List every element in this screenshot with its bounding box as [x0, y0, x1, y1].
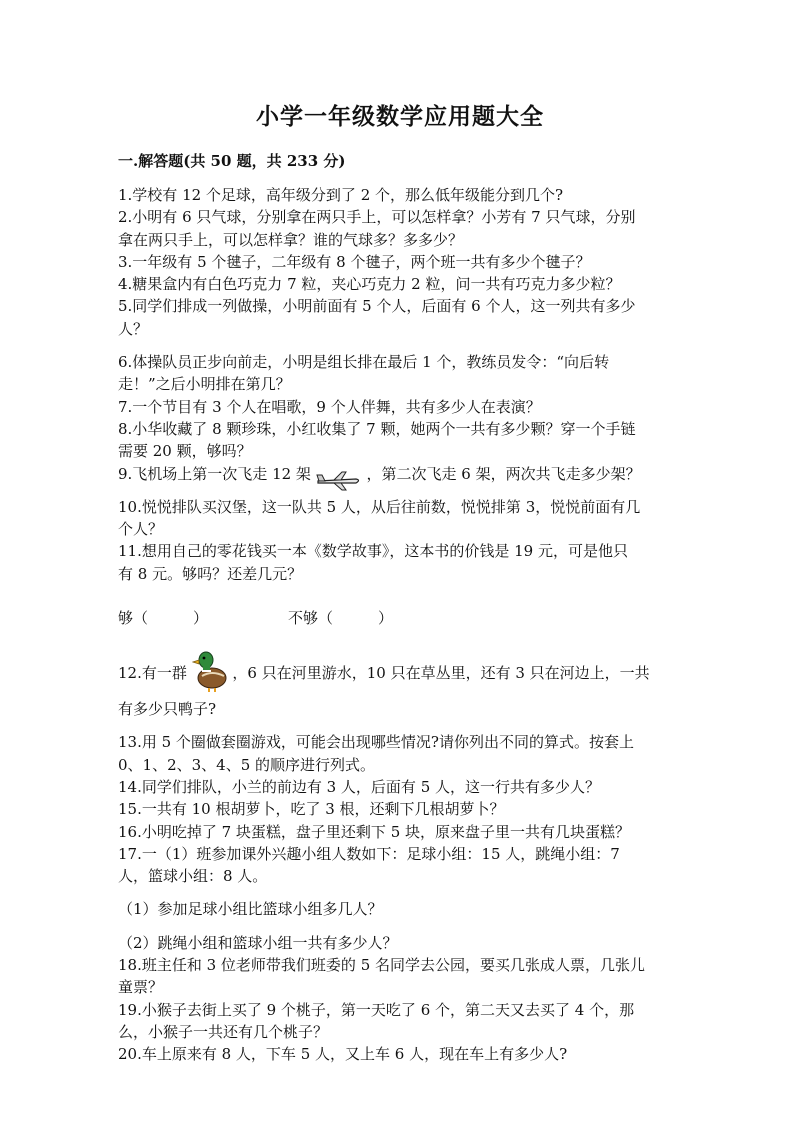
not-enough-answer-blank: 不够（ ） [288, 609, 394, 628]
question-13-line-2: 0、1、2、3、4、5 的顺序进行列式。 [118, 755, 376, 774]
question-12-part-1: 12.有一群 [118, 664, 187, 683]
question-19-line-2: 么，小猴子一共还有几个桃子？ [118, 1022, 329, 1041]
question-18-line-2: 童票？ [118, 978, 164, 997]
question-15: 15.一共有 10 根胡萝卜，吃了 3 根，还剩下几根胡萝卜？ [118, 800, 505, 819]
question-20: 20.车上原来有 8 人，下车 5 人，又上车 6 人，现在车上有多少人? [118, 1045, 568, 1064]
question-11-line-2: 有 8 元。够吗？还差几元？ [118, 564, 303, 583]
question-12-part-2: ，6 只在河里游水，10 只在草丛里，还有 3 只在河边上，一共 [232, 664, 650, 683]
question-1: 1.学校有 12 个足球，高年级分到了 2 个，那么低年级能分到几个? [118, 186, 564, 204]
question-4: 4.糖果盒内有白色巧克力 7 粒，夹心巧克力 2 粒，问一共有巧克力多少粒？ [118, 275, 621, 294]
question-17-sub-1: （1）参加足球小组比篮球小组多几人？ [118, 900, 383, 919]
question-14: 14.同学们排队，小兰的前边有 3 人，后面有 5 人，这一行共有多少人？ [118, 777, 601, 796]
questions-body [118, 184, 684, 1066]
question-10-line-1: 10.悦悦排队买汉堡，这一队共 5 人，从后往前数，悦悦排第 3，悦悦前面有几 [118, 497, 641, 516]
question-11-line-1: 11.想用自己的零花钱买一本《数学故事》，这本书的价钱是 19 元，可是他只 [118, 542, 628, 561]
question-17-line-2: 人，篮球小组：8 人。 [118, 867, 268, 886]
question-6-line-1: 6.体操队员正步向前走，小明是组长排在最后 1 个，教练员发令：“向后转 [118, 353, 610, 372]
question-3: 3.一年级有 5 个毽子，二年级有 8 个毽子，两个班一共有多少个毽子？ [118, 252, 591, 271]
question-17-sub-2: （2）跳绳小组和篮球小组一共有多少人？ [118, 933, 398, 952]
question-10-line-2: 个人？ [118, 520, 164, 539]
question-5-line-1: 5.同学们排成一列做操，小明前面有 5 个人，后面有 6 个人，这一列共有多少 [118, 297, 636, 316]
question-6-line-2: 走！”之后小明排在第几？ [118, 375, 291, 394]
question-9-part-1: 9.飞机场上第一次飞走 12 架 [118, 464, 311, 483]
question-2-line-2: 拿在两只手上，可以怎样拿？谁的气球多？多多少？ [118, 230, 464, 249]
page-title: 小学一年级数学应用题大全 [256, 103, 544, 130]
question-9 [118, 463, 684, 485]
question-8-line-1: 8.小华收藏了 8 颗珍珠，小红收集了 7 颗，她两个一共有多少颗？穿一个手链 [118, 419, 636, 438]
question-5-line-2: 人？ [118, 319, 149, 338]
question-9-part-2: ，第二次飞走 6 架，两次共飞走多少架？ [366, 464, 641, 483]
question-19-line-1: 19.小猴子去街上买了 9 个桃子，第一天吃了 6 个，第二天又去买了 4 个，那 [118, 1000, 635, 1019]
enough-answer-blank: 够（ ） [118, 609, 209, 628]
section-heading: 一.解答题(共 50 题，共 233 分) [118, 152, 346, 170]
question-17-line-1: 17.一（1）班参加课外兴趣小组人数如下：足球小组：15 人，跳绳小组：7 [118, 844, 620, 863]
question-13-line-1: 13.用 5 个圈做套圈游戏，可能会出现哪些情况?请你列出不同的算式。按套上 [118, 733, 634, 752]
question-7: 7.一个节目有 3 个人在唱歌，9 个人伴舞，共有多少人在表演？ [118, 397, 541, 416]
duck-icon [192, 648, 228, 692]
question-16: 16.小明吃掉了 7 块蛋糕，盘子里还剩下 5 块，原来盘子里一共有几块蛋糕？ [118, 822, 631, 841]
airplane-icon [316, 471, 362, 491]
question-18-line-1: 18.班主任和 3 位老师带我们班委的 5 名同学去公园，要买几张成人票，几张儿 [118, 956, 646, 975]
question-12 [118, 640, 684, 684]
question-2-line-1: 2.小明有 6 只气球，分别拿在两只手上，可以怎样拿？小芳有 7 只气球，分别 [118, 208, 636, 227]
question-12-line-2: 有多少只鸭子? [118, 700, 217, 719]
question-8-line-2: 需要 20 颗，够吗？ [118, 442, 252, 461]
question-11-answer-row [118, 607, 684, 629]
